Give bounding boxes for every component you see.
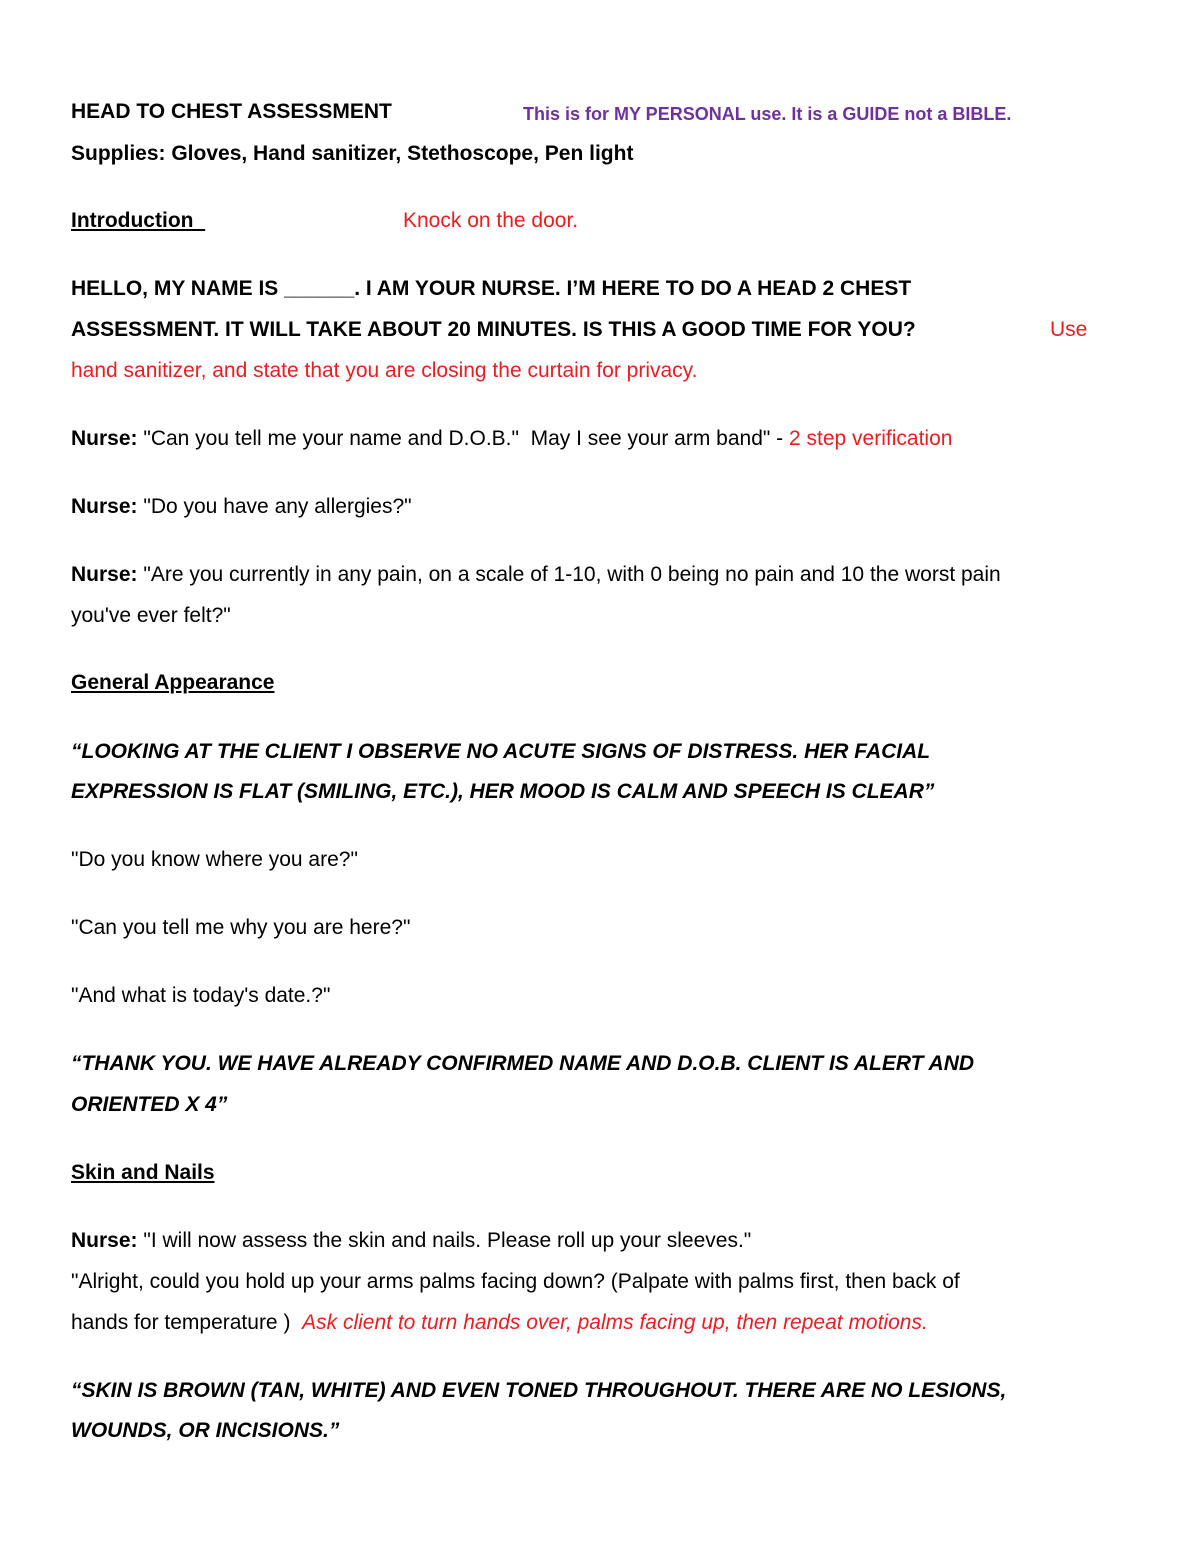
nurse-question-allergies: Nurse: "Do you have any allergies?" [71,495,412,518]
intro-script-line-1: HELLO, MY NAME IS ______. I AM YOUR NURSE. I’M HERE TO DO A HEAD 2 CHEST [71,277,912,300]
orientation-statement-line-2: ORIENTED X 4” [71,1093,228,1116]
nurse-skin-intro: Nurse: "I will now assess the skin and nails. Please roll up your sleeves." [71,1229,752,1252]
document-title: HEAD TO CHEST ASSESSMENT [71,100,392,123]
skin-nails-heading: Skin and Nails [71,1161,215,1184]
skin-statement-line-2: WOUNDS, OR INCISIONS.” [71,1419,340,1442]
introduction-heading: Introduction [71,209,206,232]
turn-hands-note: Ask client to turn hands over, palms facing up, then repeat motions. [302,1311,928,1334]
general-appearance-heading: General Appearance [71,671,275,694]
verification-note: 2 step verification [789,427,953,450]
skin-instruction-line-1: "Alright, could you hold up your arms palms facing down? (Palpate with palms first, then back of [71,1270,960,1293]
nurse-label: Nurse: [71,427,138,450]
intro-script-line-2: ASSESSMENT. IT WILL TAKE ABOUT 20 MINUTES. IS THIS A GOOD TIME FOR YOU? [71,318,916,341]
nurse-label: Nurse: [71,1229,138,1252]
nurse-label: Nurse: [71,495,138,518]
question-why: "Can you tell me why you are here?" [71,916,411,939]
knock-note: Knock on the door. [403,209,579,232]
supplies-line: Supplies: Gloves, Hand sanitizer, Stethoscope, Pen light [71,142,634,165]
sanitizer-note-line-2: hand sanitizer, and state that you are closing the curtain for privacy. [71,359,698,382]
nurse-label: Nurse: [71,563,138,586]
nurse-question-identity: Nurse: "Can you tell me your name and D.O.B." May I see your arm band" - 2 step verification [71,427,953,450]
nurse-question-pain: Nurse: "Are you currently in any pain, on a scale of 1-10, with 0 being no pain and 10 the worst pain [71,563,1001,586]
disclaimer-note: This is for MY PERSONAL use. It is a GUIDE not a BIBLE. [523,104,1012,124]
sanitizer-note-start: Use [1050,318,1088,341]
appearance-statement-line-2: EXPRESSION IS FLAT (SMILING, ETC.), HER MOOD IS CALM AND SPEECH IS CLEAR” [71,780,935,803]
pain-question-line-2: you've ever felt?" [71,604,231,627]
skin-instruction-line-2: hands for temperature ) Ask client to turn hands over, palms facing up, then repeat motions. [71,1311,928,1334]
appearance-statement-line-1: “LOOKING AT THE CLIENT I OBSERVE NO ACUTE SIGNS OF DISTRESS. HER FACIAL [71,740,931,763]
question-where: "Do you know where you are?" [71,848,358,871]
skin-statement-line-1: “SKIN IS BROWN (TAN, WHITE) AND EVEN TONED THROUGHOUT. THERE ARE NO LESIONS, [71,1379,1007,1402]
question-date: "And what is today's date.?" [71,984,331,1007]
orientation-statement-line-1: “THANK YOU. WE HAVE ALREADY CONFIRMED NAME AND D.O.B. CLIENT IS ALERT AND [71,1052,975,1075]
